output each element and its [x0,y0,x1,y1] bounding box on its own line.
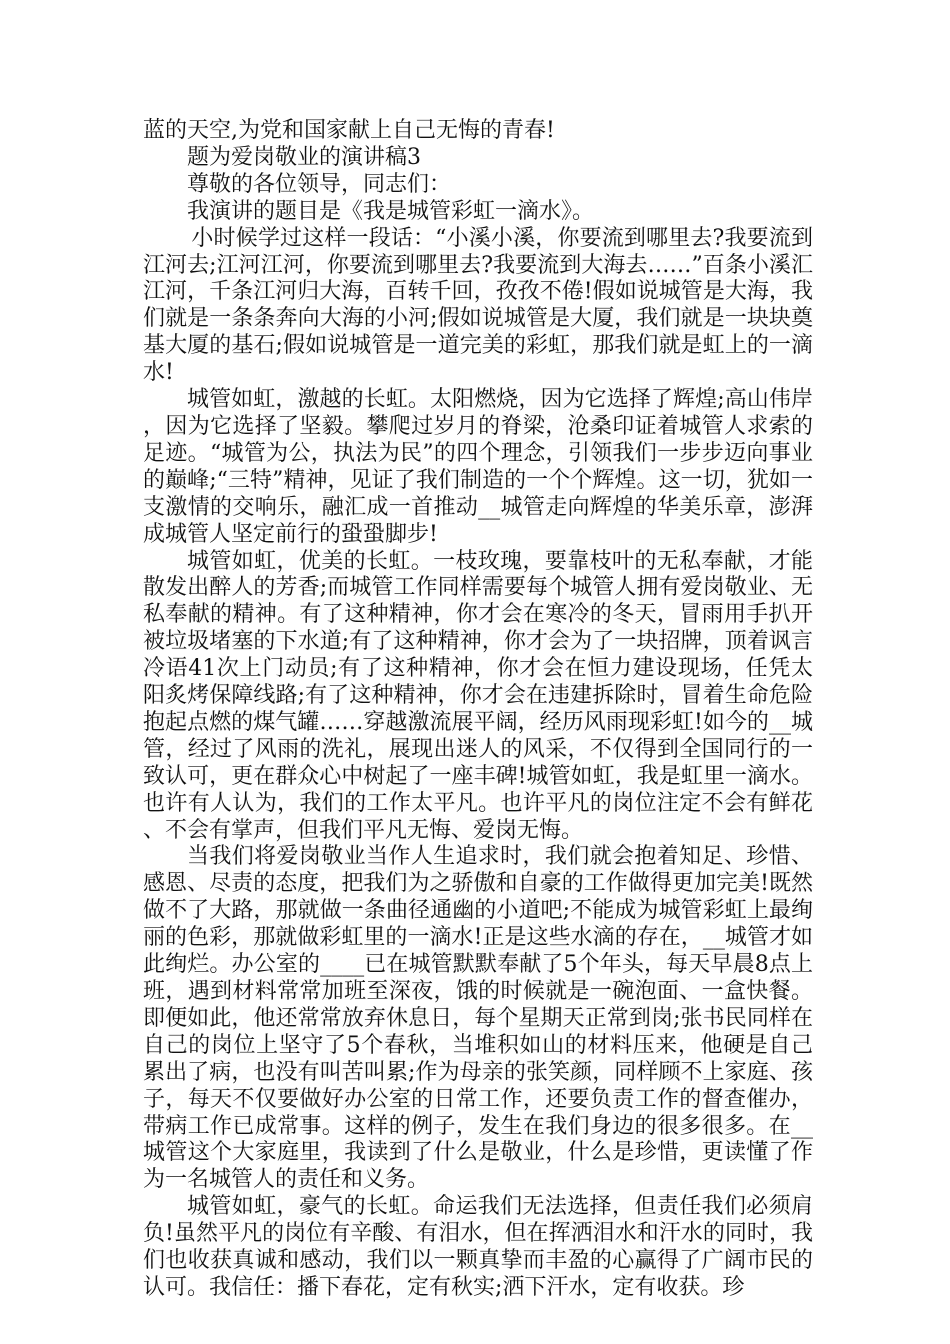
document-body [143,118,813,1302]
paragraph-rainbow-2: 城管如虹，优美的长虹。一枝玫瑰，要靠枝叶的无私奉献，才能散发出醉人的芳香;而城管工作同样需要每个城管人拥有爱岗敬业、无私奉献的精神。有了这种精神，你才会在寒冷的冬天，冒雨用手扒开被垃圾堵塞的下水道;有了这种精神，你才会为了一块招牌，顶着讽言冷语41次上门动员;有了这种精神，你才会在恒力建设现场，任凭太阳炙烤保障线路;有了这种精神，你才会在违建拆除时，冒着生命危险抱起点燃的煤气罐……穿越激流展平阔，经历风雨现彩虹!如今的__城管，经过了风雨的洗礼，展现出迷人的风采，不仅得到全国同行的一致认可，更在群众心中树起了一座丰碑!城管如虹，我是虹里一滴水。也许有人认为，我们的工作太平凡。也许平凡的岗位注定不会有鲜花、不会有掌声，但我们平凡无悔、爱岗无悔。 [143,548,813,843]
paragraph-continuation: 蓝的天空,为党和国家献上自己无悔的青春! [143,118,555,143]
paragraph-intro: 小时候学过这样一段话：“小溪小溪，你要流到哪里去?我要流到江河去;江河江河，你要流到哪里去?我要流到大海去……”百条小溪汇江河，千条江河归大海，百转千回，孜孜不倦!假如说城管是大海，我们就是一条条奔向大海的小河;假如说城管是大厦，我们就是一块块奠基大厦的基石;假如说城管是一道完美的彩虹，那我们就是虹上的一滴水! [143,225,813,386]
speech-title-line: 题为爱岗敬业的演讲稿3 [187,144,421,170]
paragraph-rainbow-1: 城管如虹，激越的长虹。太阳燃烧，因为它选择了辉煌;高山伟岸，因为它选择了坚毅。攀爬过岁月的脊梁，沧桑印证着城管人求索的足迹。“城管为公，执法为民”的四个理念，引领我们一步步迈向事业的巅峰;“三特”精神，见证了我们制造的一个个辉煌。这一切，犹如一支激情的交响乐，融汇成一首推动__城管走向辉煌的华美乐章，澎湃成城管人坚定前行的蛩蛩脚步! [143,387,813,547]
salutation-line: 尊敬的各位领导，同志们： [187,171,452,197]
paragraph-dedication: 当我们将爱岗敬业当作人生追求时，我们就会抱着知足、珍惜、感恩、尽责的态度，把我们为之骄傲和自豪的工作做得更加完美!既然做不了大路，那就做一条曲径通幽的小道吧;不能成为城管彩虹上最绚丽的色彩，那就做彩虹里的一滴水!正是这些水滴的存在，__城管才如此绚烂。办公室的____已在城管默默奉献了5个年头，每天早晨8点上班，遇到材料常常加班至深夜，饿的时候就是一碗泡面、一盒快餐。即便如此，他还常常放弃休息日，每个星期天正常到岗;张书民同样在自己的岗位上坚守了5个春秋，当堆积如山的材料压来，他硬是自己累出了病，也没有叫苦叫累;作为母亲的张笑颜，同样顾不上家庭、孩子，每天不仅要做好办公室的日常工作，还要负责工作的督查催办，带病工作已成常事。这样的例子，发生在我们身边的很多很多。在__城管这个大家庭里，我读到了什么是敬业，什么是珍惜，更读懂了作为一名城管人的责任和义务。 [143,844,813,1193]
paragraph-rainbow-3: 城管如虹，豪气的长虹。命运我们无法选择，但责任我们必须肩负!虽然平凡的岗位有辛酸、有泪水，但在挥洒泪水和汗水的同时，我们也收获真诚和感动，我们以一颗真挚而丰盈的心赢得了广阔市民的认可。我信任：播下春花，定有秋实;洒下汗水，定有收获。珍 [143,1194,813,1300]
speech-topic-line: 我演讲的题目是《我是城管彩虹一滴水》。 [187,198,595,224]
